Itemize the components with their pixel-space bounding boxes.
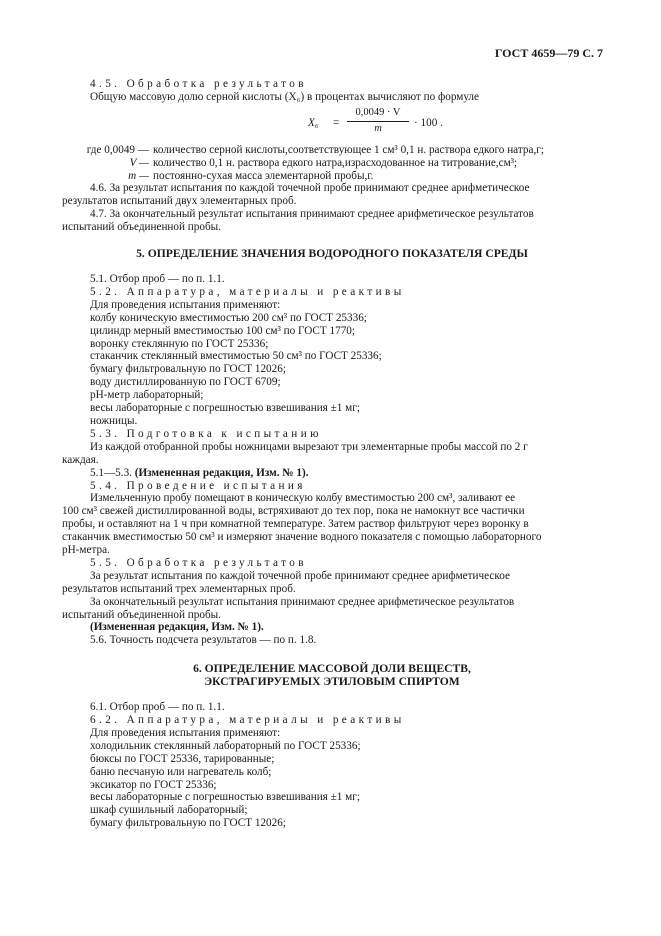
section-4-5-title: 4.5. Обработка результатов	[90, 78, 307, 90]
list-item: бумагу фильтровальную по ГОСТ 12026;	[90, 817, 286, 830]
list-item: весы лабораторные с погрешностью взвешивания ±1 мг;	[90, 402, 360, 415]
formula-lhs: X₆	[308, 116, 319, 129]
edit-note-prefix: 5.1—5.3.	[90, 466, 132, 479]
formula-denominator: m	[374, 122, 382, 134]
list-item: шкаф сушильный лабораторный;	[90, 804, 248, 817]
section-5-2-intro: Для проведения испытания применяют:	[90, 298, 281, 311]
edit-note-5-5: (Измененная редакция, Изм. № 1).	[90, 621, 264, 634]
section-5-3-line-1: Из каждой отобранной пробы ножницами вырезают три элементарные пробы массой по 2 г	[90, 440, 528, 453]
list-item: воронку стеклянную по ГОСТ 25336;	[90, 337, 269, 350]
section-5-4-line-5: рН-метра.	[62, 544, 110, 557]
section-6-2-title: 6.2. Аппаратура, материалы и реактивы	[90, 714, 405, 727]
list-item: бумагу фильтровальную по ГОСТ 12026;	[90, 363, 286, 376]
section-5-4-line-2: 100 см³ свежей дистиллированной воды, встряхивают до тех пор, пока не намокнут все частички	[62, 505, 525, 518]
where-value-2: количество 0,1 н. раствора едкого натра,израсходованное на титрование,см³;	[153, 156, 518, 169]
section-5-4-line-3: пробы, и оставляют на 1 ч при комнатной температуре. Затем раствор фильтруют через воронку в	[62, 518, 529, 531]
where-key-3: m —	[128, 169, 149, 182]
where-line-2	[62, 157, 602, 170]
formula-multiplier: · 100 .	[414, 116, 443, 129]
list-item: баню песчаную или нагреватель колб;	[90, 765, 272, 778]
formula-fraction	[347, 107, 409, 136]
section-6-1: 6.1. Отбор проб — по п. 1.1.	[90, 701, 225, 714]
section-5-3-line-2: каждая.	[62, 453, 99, 466]
edit-note-5-1-5-3	[62, 467, 602, 480]
list-item: воду дистиллированную по ГОСТ 6709;	[90, 376, 281, 389]
where-key-1: где 0,0049 —	[86, 143, 149, 156]
list-item: цилиндр мерный вместимостью 100 см³ по ГОСТ 1770;	[90, 324, 355, 337]
page-content	[62, 78, 602, 830]
section-5-5-p2-line-1: За окончательный результат испытания принимают среднее арифметическое результатов	[90, 595, 515, 608]
section-5-4-line-1: Измельченную пробу помещают в коническую колбу вместимостью 200 см³, заливают ее	[90, 492, 516, 505]
section-5-5-p2-line-2: испытаний объединенной пробы.	[62, 608, 221, 621]
para-4-6-line-2: результатов испытаний двух элементарных проб.	[62, 195, 297, 208]
list-item: холодильник стеклянный лабораторный по ГОСТ 25336;	[90, 739, 361, 752]
list-item: бюксы по ГОСТ 25336, тарированные;	[90, 752, 275, 765]
where-value-3: постоянно-сухая масса элементарной пробы,г.	[153, 169, 374, 182]
where-line-1	[62, 144, 602, 157]
section-5-2-title: 5.2. Аппаратура, материалы и реактивы	[90, 285, 405, 298]
section-4-5-intro: Общую массовую долю серной кислоты (X₆) в процентах вычисляют по формуле	[90, 90, 479, 103]
edit-note-text: (Измененная редакция, Изм. № 1).	[134, 466, 309, 479]
page-header: ГОСТ 4659—79 С. 7	[494, 46, 603, 60]
para-4-7-line-1: 4.7. За окончательный результат испытания принимают среднее арифметическое результатов	[90, 208, 534, 221]
section-6-heading-line-2: ЭКСТРАГИРУЕМЫХ ЭТИЛОВЫМ СПИРТОМ	[204, 675, 460, 689]
section-5-5-p1-line-2: результатов испытаний трех элементарных проб.	[62, 582, 296, 595]
section-6-2-intro: Для проведения испытания применяют:	[90, 726, 281, 739]
where-value-1: количество серной кислоты,соответствующее 1 см³ 0,1 н. раствора едкого натра,г;	[153, 143, 544, 156]
list-item: колбу коническую вместимостью 200 см³ по ГОСТ 25336;	[90, 311, 367, 324]
list-item: весы лабораторные с погрешностью взвешивания ±1 мг;	[90, 791, 360, 804]
list-item: стаканчик стеклянный вместимостью 50 см³ по ГОСТ 25336;	[90, 350, 382, 363]
list-item: ножницы.	[90, 414, 138, 427]
where-line-3	[62, 170, 602, 183]
para-4-6-line-1: 4.6. За результат испытания по каждой точечной пробе принимают среднее арифметическое	[90, 182, 530, 195]
formula	[62, 104, 602, 144]
list-item: рН-метр лабораторный;	[90, 389, 204, 402]
list-item: эксикатор по ГОСТ 25336;	[90, 778, 217, 791]
formula-equals: =	[333, 116, 340, 129]
section-5-5-title: 5.5. Обработка результатов	[90, 556, 307, 569]
formula-numerator: 0,0049 · V	[347, 107, 409, 122]
section-5-6: 5.6. Точность подсчета результатов — по п. 1.8.	[90, 634, 317, 647]
section-5-4-line-4: стаканчик вместимостью 50 см³ и измеряют значение водного показателя с помощью лабораторного	[62, 531, 542, 544]
section-5-heading: 5. ОПРЕДЕЛЕНИЕ ЗНАЧЕНИЯ ВОДОРОДНОГО ПОКАЗАТЕЛЯ СРЕДЫ	[136, 247, 528, 261]
where-key-2: V —	[129, 156, 149, 169]
section-5-1: 5.1. Отбор проб — по п. 1.1.	[90, 273, 225, 286]
section-5-3-title: 5.3. Подготовка к испытанию	[90, 427, 322, 440]
para-4-7-line-2: испытаний объединенной пробы.	[62, 221, 221, 234]
section-5-5-p1-line-1: За результат испытания по каждой точечной пробе принимают среднее арифметическое	[90, 569, 510, 582]
section-6-heading-line-1: 6. ОПРЕДЕЛЕНИЕ МАССОВОЙ ДОЛИ ВЕЩЕСТВ,	[193, 662, 471, 676]
section-5-4-title: 5.4. Проведение испытания	[90, 479, 306, 492]
